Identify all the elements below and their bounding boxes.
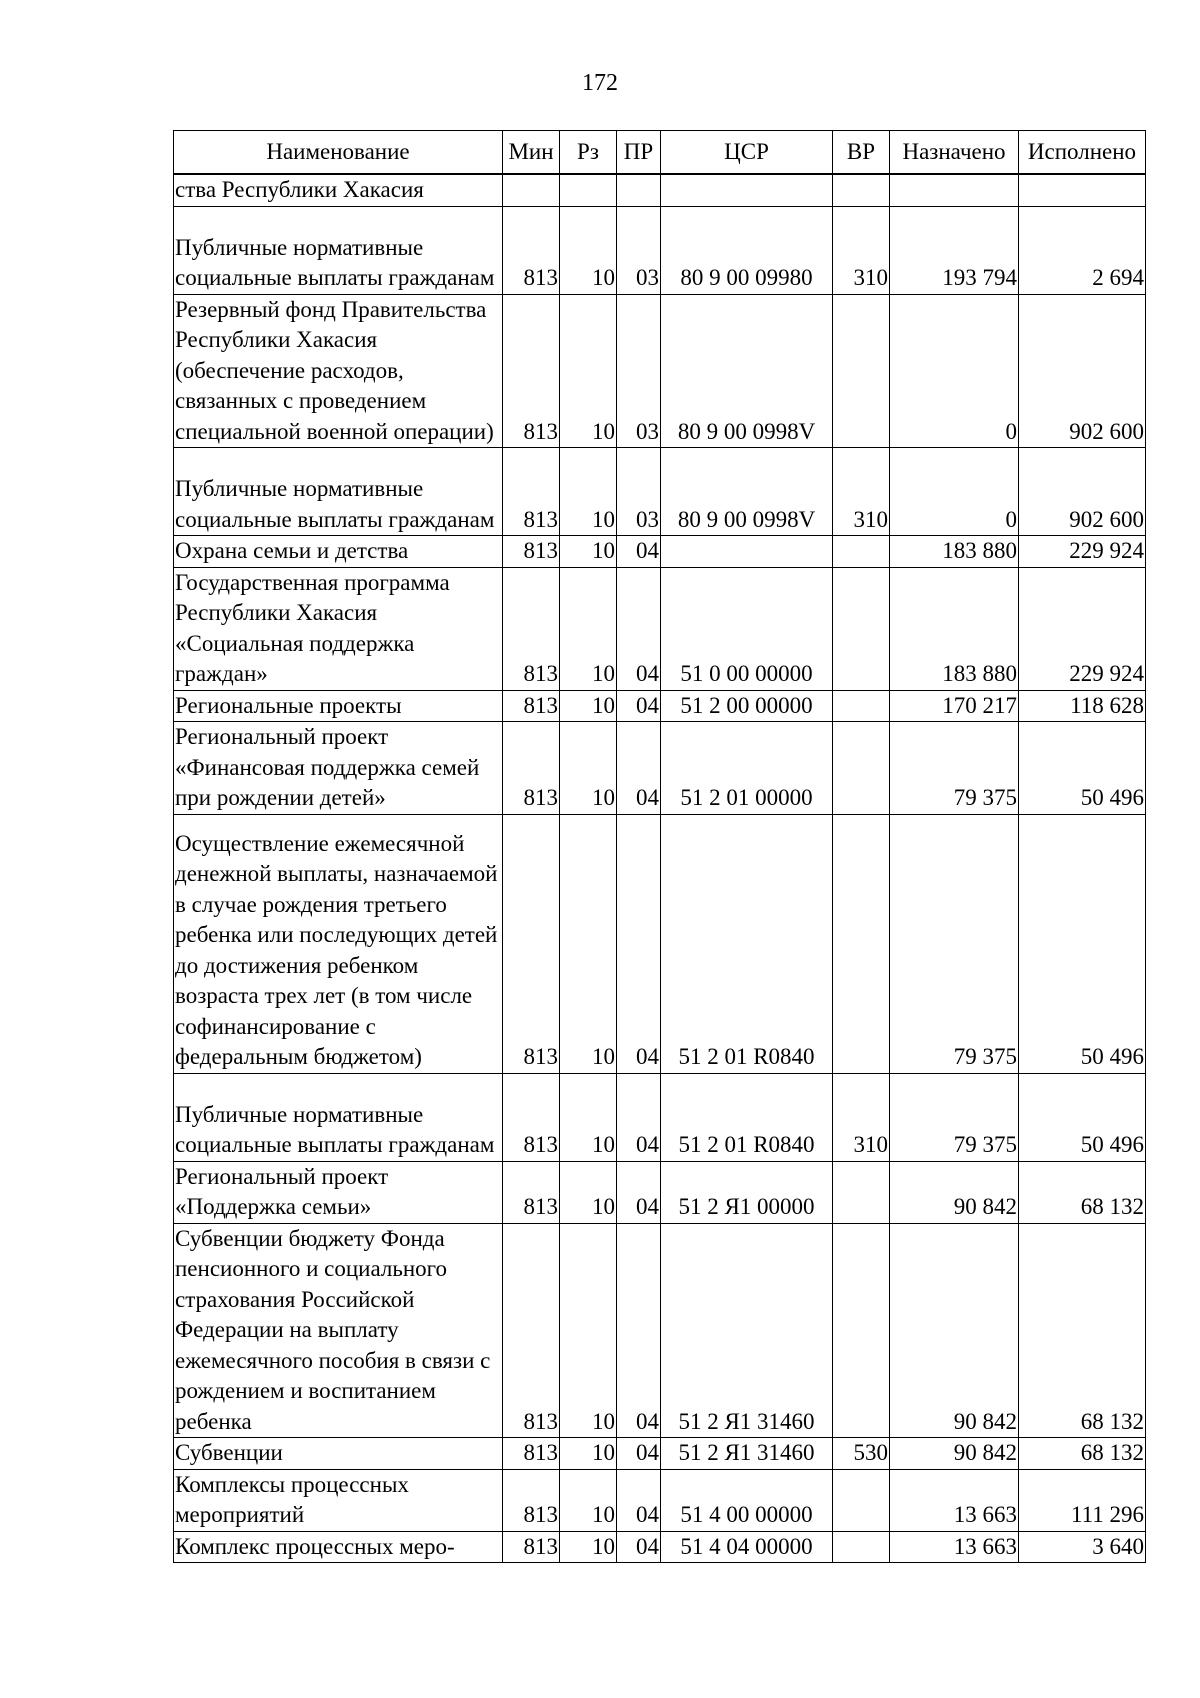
cell-csr [661,174,833,206]
cell-rz: 10 [560,536,617,568]
cell-assigned: 90 842 [890,1438,1019,1470]
table-row [174,690,1146,722]
cell-assigned: 90 842 [890,1161,1019,1223]
cell-rz: 10 [560,294,617,448]
cell-min: 813 [503,206,560,294]
cell-executed: 111 296 [1019,1469,1146,1531]
cell-name: ства Республики Хакасия [174,174,503,206]
cell-min: 813 [503,1531,560,1563]
table-row [174,536,1146,568]
cell-assigned [890,174,1019,206]
cell-rz: 10 [560,1223,617,1438]
budget-table [173,130,1146,1563]
cell-rz: 10 [560,814,617,1073]
cell-csr: 51 2 00 00000 [661,690,833,722]
cell-pr: 03 [617,294,661,448]
cell-name: Государственная программа Республики Хакасия «Социальная поддержка граждан» [174,567,503,690]
cell-pr: 04 [617,722,661,815]
cell-executed: 2 694 [1019,206,1146,294]
cell-executed: 68 132 [1019,1438,1146,1470]
cell-name: Осуществление ежемесячной денежной выплаты, назначаемой в случае рождения третьего ребенка или последующих детей до достижения ребенком возраста трех лет (в том числе софинансирование с федеральным бюджетом) [174,814,503,1073]
cell-name: Региональный проект «Поддержка семьи» [174,1161,503,1223]
table-row [174,722,1146,815]
cell-min: 813 [503,722,560,815]
cell-rz: 10 [560,448,617,536]
cell-executed: 68 132 [1019,1223,1146,1438]
cell-assigned: 79 375 [890,722,1019,815]
table-row [174,1438,1146,1470]
cell-min: 813 [503,567,560,690]
cell-csr: 80 9 00 0998V [661,448,833,536]
cell-rz: 10 [560,1469,617,1531]
cell-min: 813 [503,1073,560,1161]
cell-name: Региональный проект «Финансовая поддержка семей при рождении детей» [174,722,503,815]
cell-rz: 10 [560,1438,617,1470]
cell-name: Субвенции [174,1438,503,1470]
cell-name: Публичные нормативные социальные выплаты гражданам [174,206,503,294]
cell-vr: 310 [833,448,890,536]
header-pr: ПР [617,131,661,175]
cell-min: 813 [503,814,560,1073]
cell-vr [833,567,890,690]
cell-pr: 04 [617,1073,661,1161]
cell-vr [833,536,890,568]
cell-pr: 03 [617,206,661,294]
cell-min: 813 [503,1438,560,1470]
cell-name: Публичные нормативные социальные выплаты гражданам [174,448,503,536]
cell-rz: 10 [560,1531,617,1563]
header-vr: ВР [833,131,890,175]
cell-pr: 04 [617,690,661,722]
cell-assigned: 0 [890,448,1019,536]
cell-name: Комплексы процессных мероприятий [174,1469,503,1531]
cell-vr [833,294,890,448]
cell-csr: 51 2 Я1 31460 [661,1223,833,1438]
cell-vr: 310 [833,1073,890,1161]
table-row [174,1469,1146,1531]
cell-executed: 229 924 [1019,567,1146,690]
cell-csr: 51 0 00 00000 [661,567,833,690]
cell-csr: 51 2 01 R0840 [661,1073,833,1161]
header-executed: Исполнено [1019,131,1146,175]
cell-vr [833,174,890,206]
cell-csr [661,536,833,568]
cell-assigned: 13 663 [890,1469,1019,1531]
table-row [174,567,1146,690]
cell-executed: 68 132 [1019,1161,1146,1223]
header-name: Наименование [174,131,503,175]
table-header-row [174,131,1146,175]
cell-pr: 04 [617,1223,661,1438]
cell-name: Региональные проекты [174,690,503,722]
cell-rz: 10 [560,206,617,294]
cell-vr [833,814,890,1073]
cell-assigned: 79 375 [890,814,1019,1073]
cell-vr: 530 [833,1438,890,1470]
header-assigned: Назначено [890,131,1019,175]
cell-rz: 10 [560,1161,617,1223]
cell-csr: 51 2 01 00000 [661,722,833,815]
cell-vr [833,1531,890,1563]
table-row [174,294,1146,448]
cell-rz [560,174,617,206]
cell-rz: 10 [560,567,617,690]
cell-vr [833,1161,890,1223]
cell-min: 813 [503,690,560,722]
header-min: Мин [503,131,560,175]
cell-name: Публичные нормативные социальные выплаты гражданам [174,1073,503,1161]
table-row [174,1223,1146,1438]
cell-name: Субвенции бюджету Фонда пенсионного и социального страхования Российской Федерации на выплату ежемесячного пособия в связи с рождением и воспитанием ребенка [174,1223,503,1438]
table-row [174,1531,1146,1563]
table-row [174,814,1146,1073]
cell-rz: 10 [560,1073,617,1161]
cell-min [503,174,560,206]
table-row [174,174,1146,206]
cell-min: 813 [503,536,560,568]
cell-pr: 04 [617,1438,661,1470]
header-rz: Рз [560,131,617,175]
cell-assigned: 183 880 [890,567,1019,690]
cell-vr [833,1469,890,1531]
cell-min: 813 [503,1223,560,1438]
cell-executed: 902 600 [1019,294,1146,448]
cell-csr: 51 2 Я1 31460 [661,1438,833,1470]
cell-executed: 229 924 [1019,536,1146,568]
cell-pr: 03 [617,448,661,536]
cell-assigned: 90 842 [890,1223,1019,1438]
cell-executed: 902 600 [1019,448,1146,536]
cell-executed [1019,174,1146,206]
cell-assigned: 79 375 [890,1073,1019,1161]
cell-name: Резервный фонд Правительства Республики Хакасия (обеспечение расходов, связанных с проведением специальной военной операции) [174,294,503,448]
cell-name: Комплекс процессных меро- [174,1531,503,1563]
cell-assigned: 183 880 [890,536,1019,568]
cell-csr: 51 4 00 00000 [661,1469,833,1531]
cell-assigned: 0 [890,294,1019,448]
cell-vr [833,690,890,722]
cell-min: 813 [503,1161,560,1223]
cell-assigned: 193 794 [890,206,1019,294]
cell-name: Охрана семьи и детства [174,536,503,568]
cell-rz: 10 [560,722,617,815]
cell-pr: 04 [617,536,661,568]
cell-vr [833,1223,890,1438]
cell-executed: 50 496 [1019,814,1146,1073]
cell-assigned: 170 217 [890,690,1019,722]
cell-vr [833,722,890,815]
page-number: 172 [582,70,618,96]
cell-vr: 310 [833,206,890,294]
table-row [174,206,1146,294]
header-csr: ЦСР [661,131,833,175]
cell-executed: 118 628 [1019,690,1146,722]
cell-pr [617,174,661,206]
cell-executed: 50 496 [1019,722,1146,815]
cell-pr: 04 [617,1161,661,1223]
cell-csr: 51 2 Я1 00000 [661,1161,833,1223]
cell-min: 813 [503,294,560,448]
table-body [174,174,1146,1563]
table-row [174,448,1146,536]
cell-csr: 51 4 04 00000 [661,1531,833,1563]
cell-min: 813 [503,1469,560,1531]
cell-rz: 10 [560,690,617,722]
table-row [174,1073,1146,1161]
cell-min: 813 [503,448,560,536]
cell-pr: 04 [617,567,661,690]
cell-csr: 80 9 00 09980 [661,206,833,294]
cell-executed: 50 496 [1019,1073,1146,1161]
cell-pr: 04 [617,814,661,1073]
cell-pr: 04 [617,1531,661,1563]
table-row [174,1161,1146,1223]
cell-pr: 04 [617,1469,661,1531]
cell-executed: 3 640 [1019,1531,1146,1563]
cell-csr: 80 9 00 0998V [661,294,833,448]
cell-assigned: 13 663 [890,1531,1019,1563]
cell-csr: 51 2 01 R0840 [661,814,833,1073]
